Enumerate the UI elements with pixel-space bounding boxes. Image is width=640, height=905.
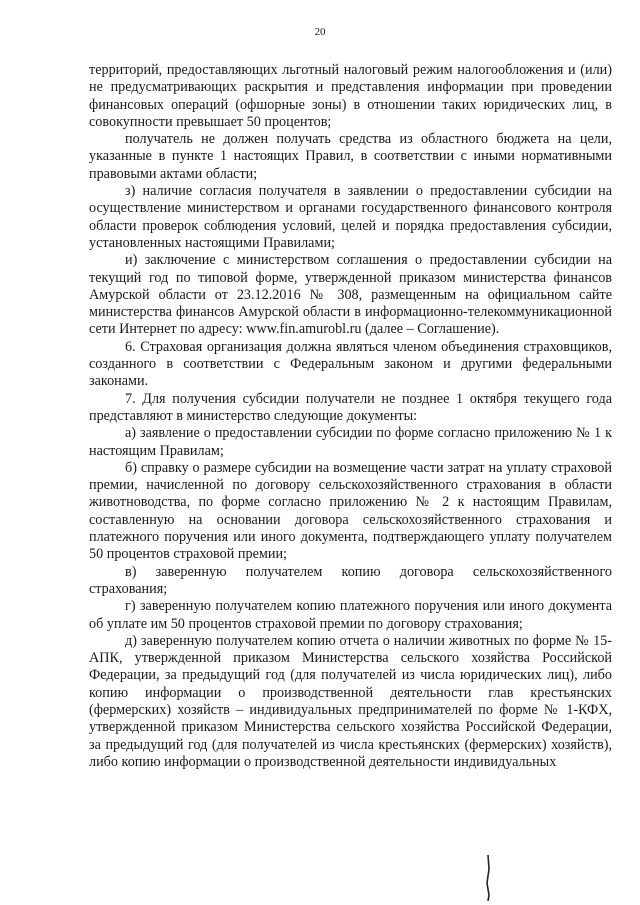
paragraph-6-insurer: 6. Страховая организация должна являться членом объединения страховщиков, созданного в соответствии с Федеральным законом и другими федеральными законами. xyxy=(89,338,612,390)
page-number: 20 xyxy=(314,26,326,38)
paragraph-7-documents: 7. Для получения субсидии получатели не позднее 1 октября текущего года представляют в министерство следующие документы: xyxy=(89,390,612,424)
scan-mark xyxy=(484,855,492,901)
paragraph-g-payment-copy: г) заверенную получателем копию платежного поручения или иного документа об уплате им 50 процентов страховой премии по договору страхования; xyxy=(89,598,612,632)
paragraph-z-consent: з) наличие согласия получателя в заявлении о предоставлении субсидии на осуществление министерством и органами государственного финансового контроля области проверок соблюдения условий, целей и порядка предоставления субсидии, установленных настоящими Правилами; xyxy=(89,183,612,251)
paragraph-a-application: а) заявление о предоставлении субсидии по форме согласно приложению № 1 к настоящим Правилам; xyxy=(89,425,612,459)
document-body xyxy=(89,62,612,771)
paragraph-d-report-copy: д) заверенную получателем копию отчета о наличии животных по форме № 15-АПК, утвержденной приказом Министерства сельского хозяйства Российской Федерации, за предыдущий год (для получателей из числа юридических лиц), либо копию информации о производственной деятельности глав крестьянских (фермерских) хозяйств – индивидуальных предпринимателей по форме № 1-КФХ, утвержденной приказом Министерства сельского хозяйства Российской Федерации, за предыдущий год (для получателей из числа крестьянских (фермерских) хозяйств), либо копию информации о производственной деятельности индивидуальных xyxy=(89,632,612,770)
paragraph-no-regional-budget: получатель не должен получать средства из областного бюджета на цели, указанные в пункте 1 настоящих Правил, в соответствии с иными нормативными правовыми актами области; xyxy=(89,131,612,182)
paragraph-territories: территорий, предоставляющих льготный налоговый режим налогообложения и (или) не предусматривающих раскрытия и представления информации при проведении финансовых операций (офшорные зоны) в отношении таких юридических лиц, в совокупности превышает 50 процентов; xyxy=(89,62,612,130)
paragraph-v-contract-copy: в) заверенную получателем копию договора сельскохозяйственного страхования; xyxy=(89,563,612,597)
paragraph-b-certificate: б) справку о размере субсидии на возмещение части затрат на уплату страховой премии, начисленной по договору сельскохозяйственного страхования в области животноводства, по форме согласно приложению № 2 к настоящим Правилам, составленную на основании договора сельскохозяйственного страхования и платежного поручения или иного документа, подтверждающего уплату получателем 50 процентов страховой премии; xyxy=(89,459,612,563)
paragraph-i-agreement: и) заключение с министерством соглашения о предоставлении субсидии на текущий год по типовой форме, утвержденной приказом министерства финансов Амурской области от 23.12.2016 № 308, размещенным на официальном сайте министерства финансов Амурской области в информационно-телекоммуникационной сети Интернет по адресу: www.fin.amurobl.ru (далее – Соглашение). xyxy=(89,252,612,338)
